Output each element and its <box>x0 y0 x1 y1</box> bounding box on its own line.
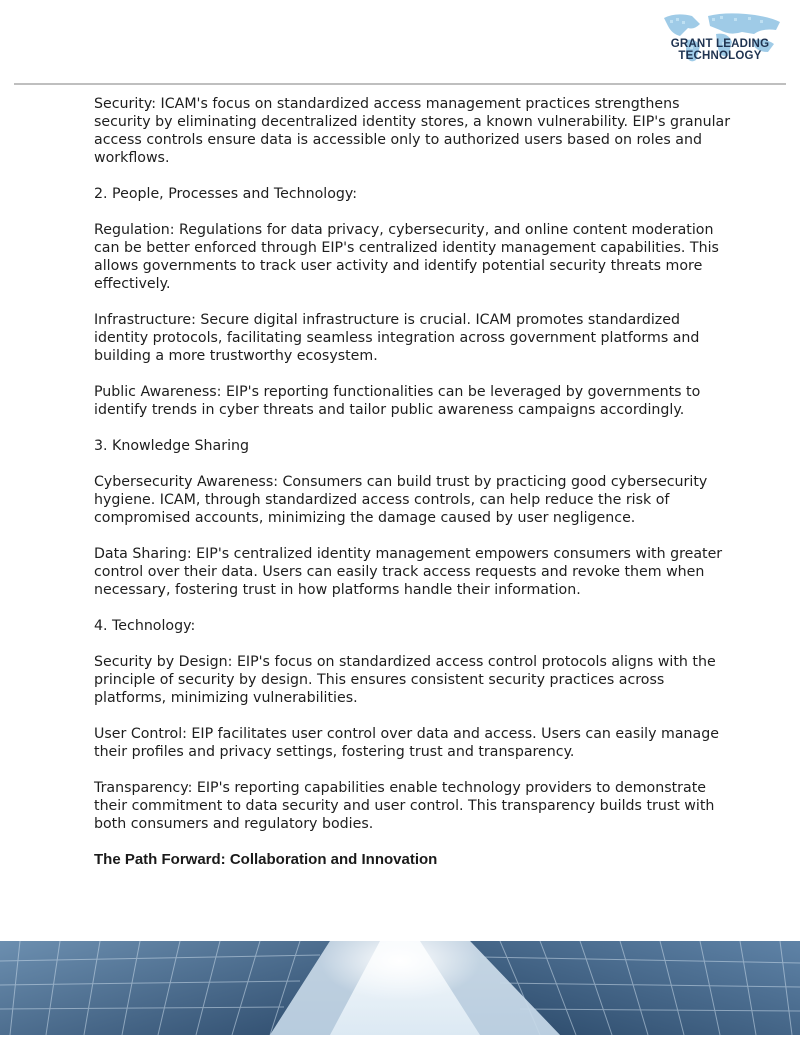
paragraph-security-by-design: Security by Design: EIP's focus on standardized access control protocols aligns with the principle of security by design. This ensures consistent security practices across platforms, minimizing vulnerabilities. <box>94 654 716 706</box>
paragraph-cybersecurity-awareness: Cybersecurity Awareness: Consumers can build trust by practicing good cybersecurity hygiene. ICAM, through standardized access controls, can help reduce the risk of compromised accounts, minimizing the damage caused by user negligence. <box>94 474 708 526</box>
paragraph-regulation: Regulation: Regulations for data privacy, cybersecurity, and online content moderation can be better enforced through EIP's centralized identity management capabilities. This allows governments to track user activity and identify potential security threats more effectively. <box>94 222 719 292</box>
paragraph-security: Security: ICAM's focus on standardized access management practices strengthens security by eliminating decentralized identity stores, a known vulnerability. EIP's granular access controls ensure data is accessible only to authorized users based on roles and workflows. <box>94 96 731 166</box>
logo-text-line2: TECHNOLOGY <box>678 50 762 62</box>
paragraph-public-awareness: Public Awareness: EIP's reporting functionalities can be leveraged by governments to identify trends in cyber threats and tailor public awareness campaigns accordingly. <box>94 384 701 418</box>
document-body <box>94 95 734 869</box>
section-knowledge-sharing: 3. Knowledge Sharing <box>94 438 250 454</box>
paragraph-transparency: Transparency: EIP's reporting capabilities enable technology providers to demonstrate their commitment to data security and user control. This transparency builds trust with both consumers and regulatory bodies. <box>94 780 715 832</box>
section-technology: 4. Technology: <box>94 618 196 634</box>
section-heading-path-forward: The Path Forward: Collaboration and Innovation <box>94 851 438 868</box>
paragraph-infrastructure: Infrastructure: Secure digital infrastructure is crucial. ICAM promotes standardized identity protocols, facilitating seamless integration across government platforms and building a more trustworthy ecosystem. <box>94 312 700 364</box>
logo-text-line1: GRANT LEADING <box>670 38 770 50</box>
header-divider <box>14 83 786 85</box>
paragraph-data-sharing: Data Sharing: EIP's centralized identity management empowers consumers with greater control over their data. Users can easily track access requests and revoke them when necessary, fostering trust in how platforms handle their information. <box>94 546 723 598</box>
paragraph-user-control: User Control: EIP facilitates user control over data and access. Users can easily manage their profiles and privacy settings, fostering trust and transparency. <box>94 726 719 760</box>
section-people-processes: 2. People, Processes and Technology: <box>94 186 358 202</box>
company-logo <box>650 12 786 74</box>
footer-building-image <box>0 941 800 1035</box>
